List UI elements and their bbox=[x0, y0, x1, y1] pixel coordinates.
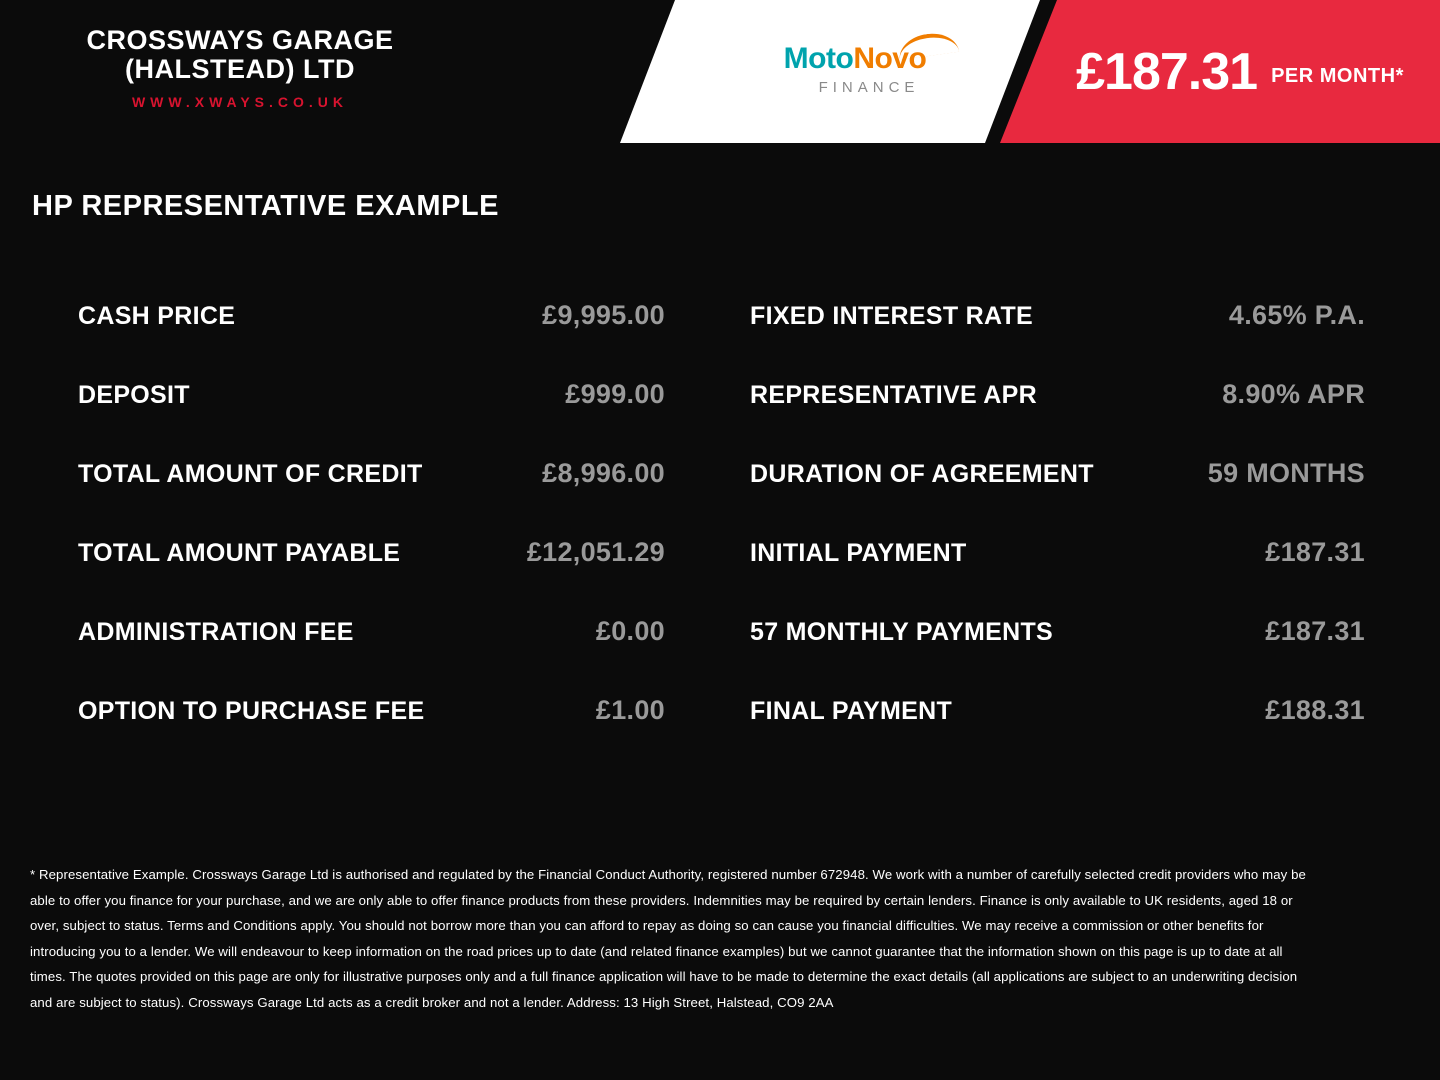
table-row bbox=[78, 379, 665, 458]
finance-details-grid bbox=[0, 300, 1440, 774]
row-label: TOTAL AMOUNT OF CREDIT bbox=[78, 460, 423, 488]
dealer-name-line2: (HALSTEAD) LTD bbox=[125, 54, 355, 84]
row-value: 8.90% APR bbox=[1222, 379, 1365, 409]
motonovo-logo bbox=[740, 44, 970, 95]
finance-column-left bbox=[0, 300, 720, 774]
page-title: HP REPRESENTATIVE EXAMPLE bbox=[32, 190, 499, 222]
monthly-price-amount: £187.31 bbox=[1076, 42, 1258, 101]
row-label: INITIAL PAYMENT bbox=[750, 539, 967, 567]
row-label: CASH PRICE bbox=[78, 302, 236, 330]
monthly-price-period: PER MONTH* bbox=[1271, 65, 1404, 87]
row-label: ADMINISTRATION FEE bbox=[78, 618, 354, 646]
table-row bbox=[750, 458, 1365, 537]
motonovo-wordmark-moto: Moto bbox=[783, 42, 854, 75]
table-row bbox=[78, 616, 665, 695]
row-value: £1.00 bbox=[595, 695, 665, 725]
row-value: £0.00 bbox=[595, 616, 665, 646]
row-value: £187.31 bbox=[1265, 616, 1365, 646]
motonovo-wordmark-novo: Novo bbox=[853, 42, 927, 75]
row-label: REPRESENTATIVE APR bbox=[750, 381, 1037, 409]
finance-column-right bbox=[720, 300, 1440, 774]
row-value: 4.65% P.A. bbox=[1228, 300, 1365, 330]
table-row bbox=[750, 379, 1365, 458]
row-value: £187.31 bbox=[1265, 537, 1365, 567]
table-row bbox=[78, 695, 665, 774]
table-row bbox=[78, 537, 665, 616]
table-row bbox=[78, 300, 665, 379]
motonovo-subtitle: FINANCE bbox=[818, 79, 920, 96]
table-row bbox=[750, 695, 1365, 774]
row-label: TOTAL AMOUNT PAYABLE bbox=[78, 539, 401, 567]
row-value: £999.00 bbox=[565, 379, 665, 409]
monthly-price-block bbox=[1000, 0, 1440, 143]
table-row bbox=[750, 616, 1365, 695]
row-label: FINAL PAYMENT bbox=[750, 697, 953, 725]
table-row bbox=[750, 537, 1365, 616]
row-value: £12,051.29 bbox=[526, 537, 665, 567]
page-header bbox=[0, 0, 1440, 143]
row-value: £188.31 bbox=[1265, 695, 1365, 725]
row-label: OPTION TO PURCHASE FEE bbox=[78, 697, 425, 725]
dealer-name-line1: CROSSWAYS GARAGE bbox=[86, 25, 394, 55]
row-label: FIXED INTEREST RATE bbox=[750, 302, 1034, 330]
dealer-website: WWW.XWAYS.CO.UK bbox=[131, 94, 349, 110]
row-value: 59 MONTHS bbox=[1207, 458, 1365, 488]
row-label: 57 MONTHLY PAYMENTS bbox=[750, 618, 1054, 646]
dealer-logo bbox=[0, 26, 480, 110]
row-value: £9,995.00 bbox=[542, 300, 665, 330]
row-label: DEPOSIT bbox=[78, 381, 190, 409]
motonovo-wordmark bbox=[740, 44, 970, 74]
row-label: DURATION OF AGREEMENT bbox=[750, 460, 1094, 488]
table-row bbox=[78, 458, 665, 537]
table-row bbox=[750, 300, 1365, 379]
disclaimer-text: * Representative Example. Crossways Garage Ltd is authorised and regulated by the Financial Conduct Authority, registered number 672948. We work with a number of carefully selected credit providers who may be able to offer you finance for your purchase, and we are only able to offer finance products from these providers. Indemnities may be required by certain lenders. Finance is only available to UK residents, aged 18 or over, subject to status. Terms and Conditions apply. You should not borrow more than you can afford to repay as doing so can cause you financial difficulties. We may receive a commission or other benefits for introducing you to a lender. We will endeavour to keep information on the road prices up to date (and related finance examples) but we cannot guarantee that the information shown on this page is up to date at all times. The quotes provided on this page are only for illustrative purposes only and a full finance application will have to be made to determine the exact details (all applications are subject to an underwriting decision and are subject to status). Crossways Garage Ltd acts as a credit broker and not a lender. Address: 13 High Street, Halstead, CO9 2AA bbox=[30, 867, 1306, 1010]
row-value: £8,996.00 bbox=[542, 458, 665, 488]
